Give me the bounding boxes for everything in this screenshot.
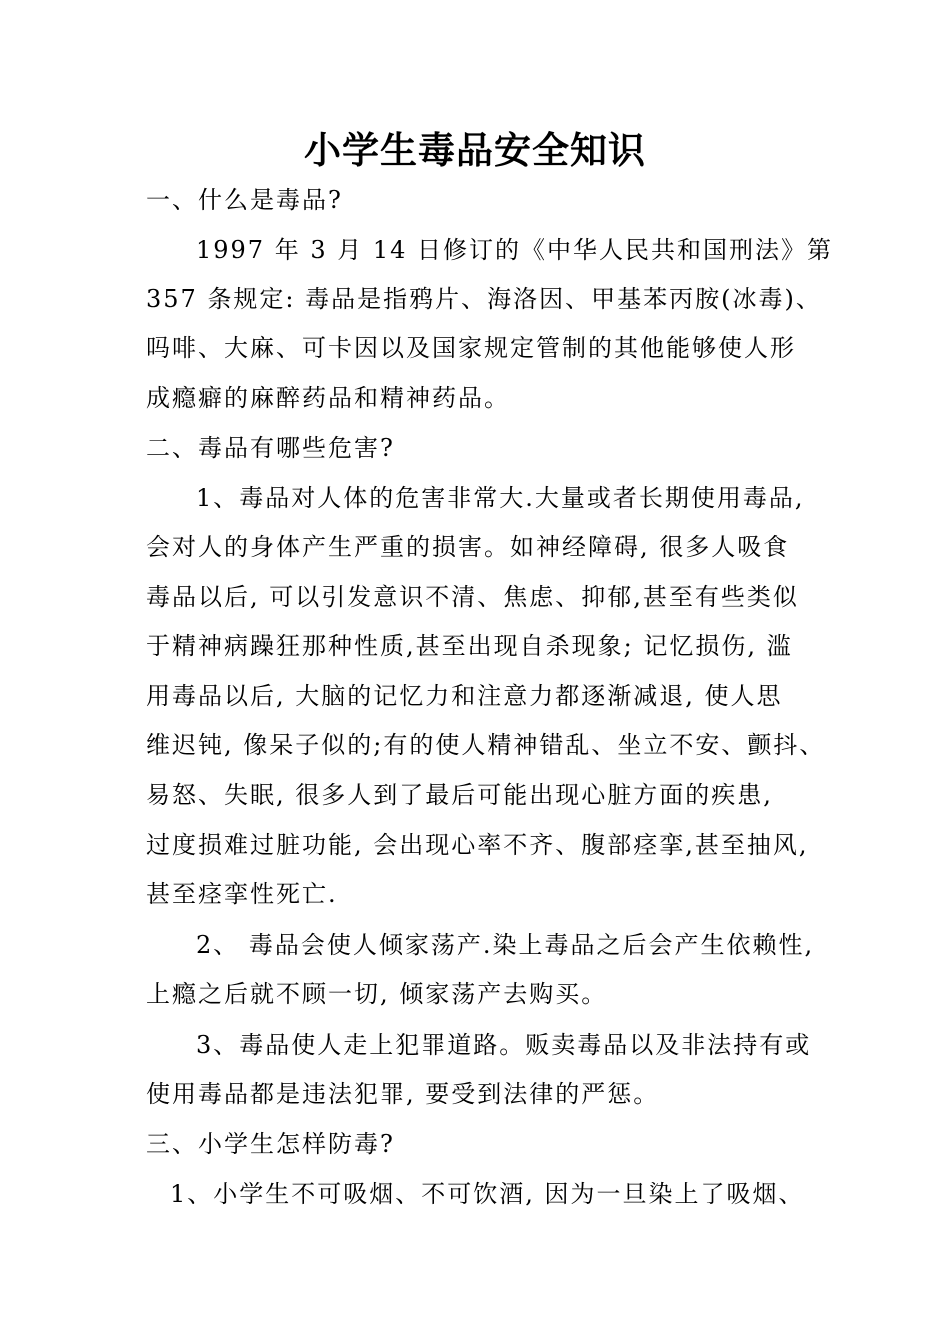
paragraph-line: 1997 年 3 月 14 日修订的《中华人民共和国刑法》第 (196, 236, 834, 264)
paragraph-line: 过度损难过脏功能, 会出现心率不齐、腹部痉挛,甚至抽风, (146, 831, 809, 859)
paragraph-line: 357 条规定: 毒品是指鸦片、海洛因、甲基苯丙胺(冰毒)、 (146, 285, 822, 313)
paragraph-line: 维迟钝, 像呆子似的;有的使人精神错乱、坐立不安、颤抖、 (146, 731, 826, 759)
paragraph-line: 3、毒品使人走上犯罪道路。贩卖毒品以及非法持有或 (196, 1031, 812, 1059)
paragraph-line: 会对人的身体产生严重的损害。如神经障碍, 很多人吸食 (146, 533, 790, 561)
paragraph-line: 于精神病躁狂那种性质,甚至出现自杀现象; 记忆损伤, 滥 (146, 632, 793, 660)
section-heading-2: 二、毒品有哪些危害? (146, 434, 395, 462)
paragraph-line: 使用毒品都是违法犯罪, 要受到法律的严惩。 (146, 1080, 660, 1108)
paragraph-line: 上瘾之后就不顾一切, 倾家荡产去购买。 (146, 980, 608, 1008)
paragraph-line: 2、 毒品会使人倾家荡产.染上毒品之后会产生依赖性, (196, 931, 815, 959)
paragraph-line: 易怒、失眠, 很多人到了最后可能出现心脏方面的疾患, (146, 781, 773, 809)
section-heading-1: 一、什么是毒品? (146, 186, 343, 214)
paragraph-line: 成瘾癖的麻醉药品和精神药品。 (146, 384, 510, 412)
paragraph-line: 吗啡、大麻、可卡因以及国家规定管制的其他能够使人形 (146, 334, 796, 362)
paragraph-line: 毒品以后, 可以引发意识不清、焦虑、抑郁,甚至有些类似 (146, 583, 799, 611)
section-heading-3: 三、小学生怎样防毒? (146, 1130, 395, 1158)
paragraph-line: 甚至痉挛性死亡. (146, 880, 338, 908)
paragraph-line: 1、毒品对人体的危害非常大.大量或者长期使用毒品, (196, 484, 805, 512)
paragraph-line: 用毒品以后, 大脑的记忆力和注意力都逐渐减退, 使人思 (146, 682, 783, 710)
paragraph-line: 1、小学生不可吸烟、不可饮酒, 因为一旦染上了吸烟、 (170, 1180, 805, 1208)
document-title: 小学生毒品安全知识 (304, 128, 646, 172)
